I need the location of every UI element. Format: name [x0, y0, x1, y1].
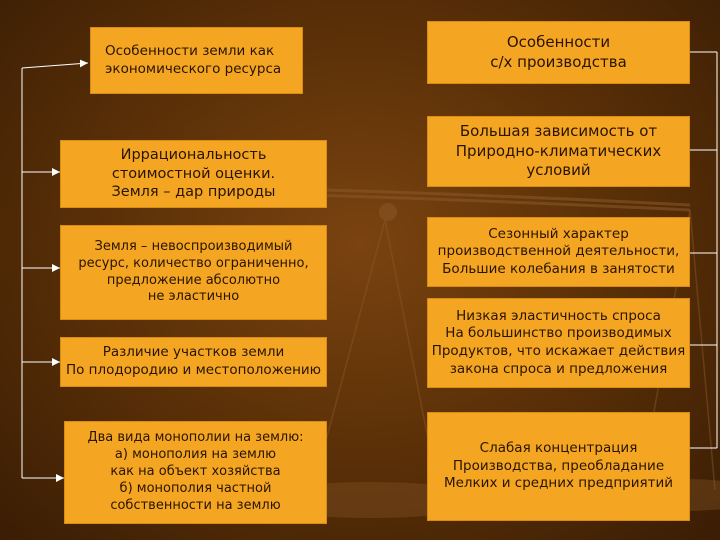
scale-pivot — [379, 203, 397, 221]
right-item-4-text: Слабая концентрация Производства, преобладание Мелких и средних предприятий — [443, 440, 674, 492]
right-header-box — [427, 21, 690, 84]
left-item-1-text: Иррациональность стоимостной оценки. Земля – дар природы — [111, 146, 276, 201]
right-item-2-box — [427, 217, 690, 287]
right-header-text: Особенности с/х производства — [490, 33, 627, 71]
right-item-3-box — [427, 298, 690, 388]
right-item-3-text: Низкая эластичность спроса На большинство производимых Продуктов, что искажает действия закона спроса и предложения — [431, 307, 686, 377]
left-item-2-box — [60, 225, 327, 320]
left-item-2-text: Земля – невоспроизводимый ресурс, количество ограниченно, предложение абсолютно не эластично — [78, 238, 309, 305]
left-header-text: Особенности земли как экономического ресурса — [105, 42, 282, 77]
right-item-4-box — [427, 412, 690, 521]
left-item-3-box — [60, 337, 327, 387]
left-item-4-box — [64, 421, 327, 524]
scale-left-chains — [310, 220, 440, 500]
left-item-1-box — [60, 140, 327, 208]
right-item-2-text: Сезонный характер производственной деятельности, Большие колебания в занятости — [437, 225, 680, 277]
left-item-4-text: Два вида монополии на землю: а) монополия на землю как на объект хозяйства б) монополия частной собственности на землю — [87, 430, 304, 513]
right-item-1-text: Большая зависимость от Природно-климатических условий — [455, 122, 662, 180]
right-item-1-box — [427, 116, 690, 187]
left-header-box — [90, 27, 303, 94]
left-item-3-text: Различие участков земли По плодородию и местоположению — [65, 344, 322, 378]
